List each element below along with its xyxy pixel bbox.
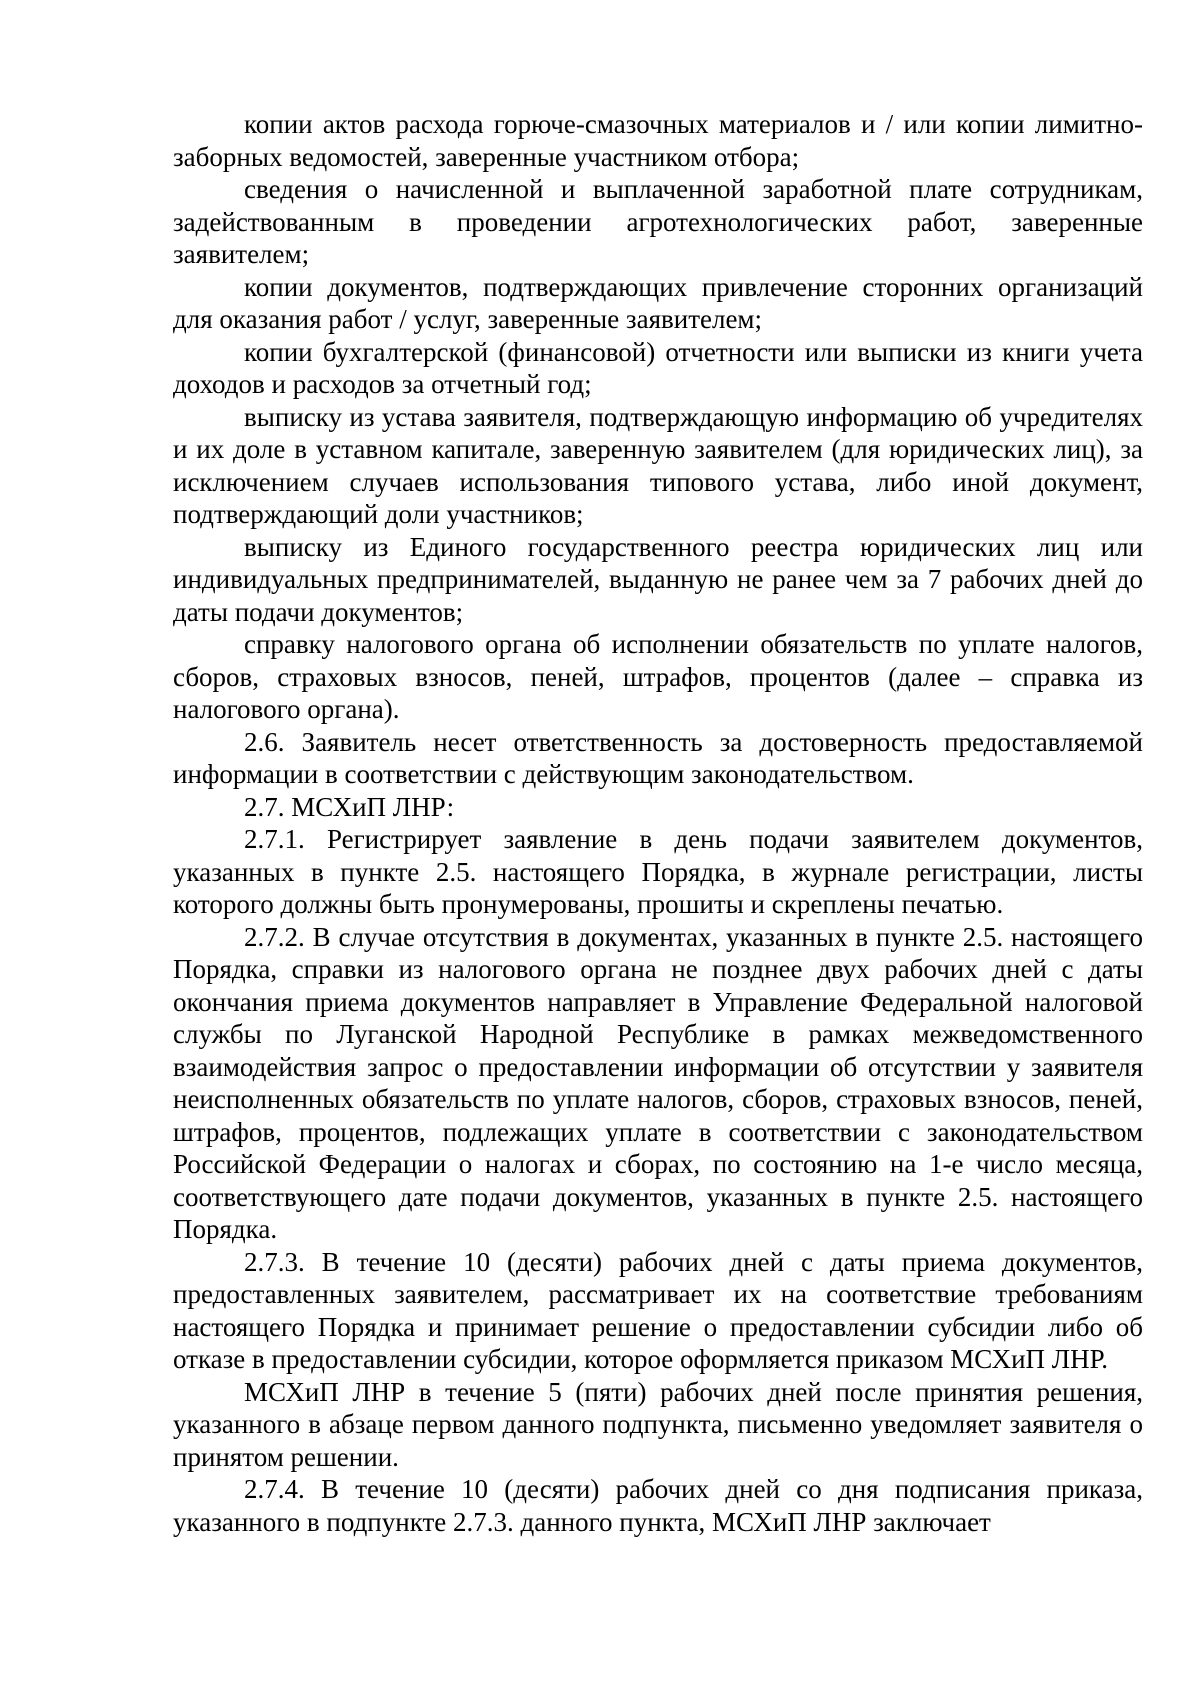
paragraph-2-7-3: 2.7.3. В течение 10 (десяти) рабочих дней с даты приема документов, предоставленных заявителем, рассматривает их на соответствие требованиям настоящего Порядка и принимает решение о предоставлении субсидии либо об отказе в предоставлении субсидии, которое оформляется приказом МСХиП ЛНР. <box>173 1246 1143 1374</box>
paragraph-2-7-3-notice: МСХиП ЛНР в течение 5 (пяти) рабочих дней после принятия решения, указанного в абзаце первом данного подпункта, письменно уведомляет заявителя о принятом решении. <box>173 1376 1143 1472</box>
paragraph-2-7-1: 2.7.1. Регистрирует заявление в день подачи заявителем документов, указанных в пункте 2.5. настоящего Порядка, в журнале регистрации, листы которого должны быть пронумерованы, прошиты и скреплены печатью. <box>173 824 1143 919</box>
paragraph-2-6: 2.6. Заявитель несет ответственность за достоверность предоставляемой информации в соответствии с действующим законодательством. <box>173 726 1143 789</box>
paragraph-tax-certificate: справку налогового органа об исполнении обязательств по уплате налогов, сборов, страховых взносов, пеней, штрафов, процентов (далее – справка из налогового органа). <box>173 629 1143 724</box>
paragraph-third-party-docs: копии документов, подтверждающих привлечение сторонних организаций для оказания работ / услуг, заверенные заявителем; <box>173 271 1143 334</box>
paragraph-2-7-4: 2.7.4. В течение 10 (десяти) рабочих дней со дня подписания приказа, указанного в подпункте 2.7.3. данного пункта, МСХиП ЛНР заключает <box>173 1474 1143 1537</box>
paragraph-fuel-acts: копии актов расхода горюче-смазочных материалов и / или копии лимитно-заборных ведомостей, заверенные участником отбора; <box>173 109 1143 172</box>
paragraph-salary-info: сведения о начисленной и выплаченной заработной плате сотрудникам, задействованным в проведении агротехнологических работ, заверенные заявителем; <box>173 174 1143 269</box>
paragraph-register-extract: выписку из Единого государственного реестра юридических лиц или индивидуальных предпринимателей, выданную не ранее чем за 7 рабочих дней до даты подачи документов; <box>173 531 1143 627</box>
document-page <box>173 108 1143 1538</box>
paragraph-accounting-reports: копии бухгалтерской (финансовой) отчетности или выписки из книги учета доходов и расходов за отчетный год; <box>173 336 1143 399</box>
paragraph-2-7-2: 2.7.2. В случае отсутствия в документах, указанных в пункте 2.5. настоящего Порядка, справки из налогового органа не позднее двух рабочих дней с даты окончания приема документов направляет в Управление Федеральной налоговой службы по Луганской Народной Республике в рамках межведомственного взаимодействия запрос о предоставлении информации об отсутствии у заявителя неисполненных обязательств по уплате налогов, сборов, страховых взносов, пеней, штрафов, процентов, подлежащих уплате в соответствии с законодательством Российской Федерации о налогах и сборах, по состоянию на 1-е число месяца, соответствующего дате подачи документов, указанных в пункте 2.5. настоящего Порядка. <box>173 921 1143 1244</box>
paragraph-charter-extract: выписку из устава заявителя, подтверждающую информацию об учредителях и их доле в уставном капитале, заверенную заявителем (для юридических лиц), за исключением случаев использования типового устава, либо иной документ, подтверждающий доли участников; <box>173 401 1143 529</box>
paragraph-2-7: 2.7. МСХиП ЛНР: <box>244 791 455 822</box>
